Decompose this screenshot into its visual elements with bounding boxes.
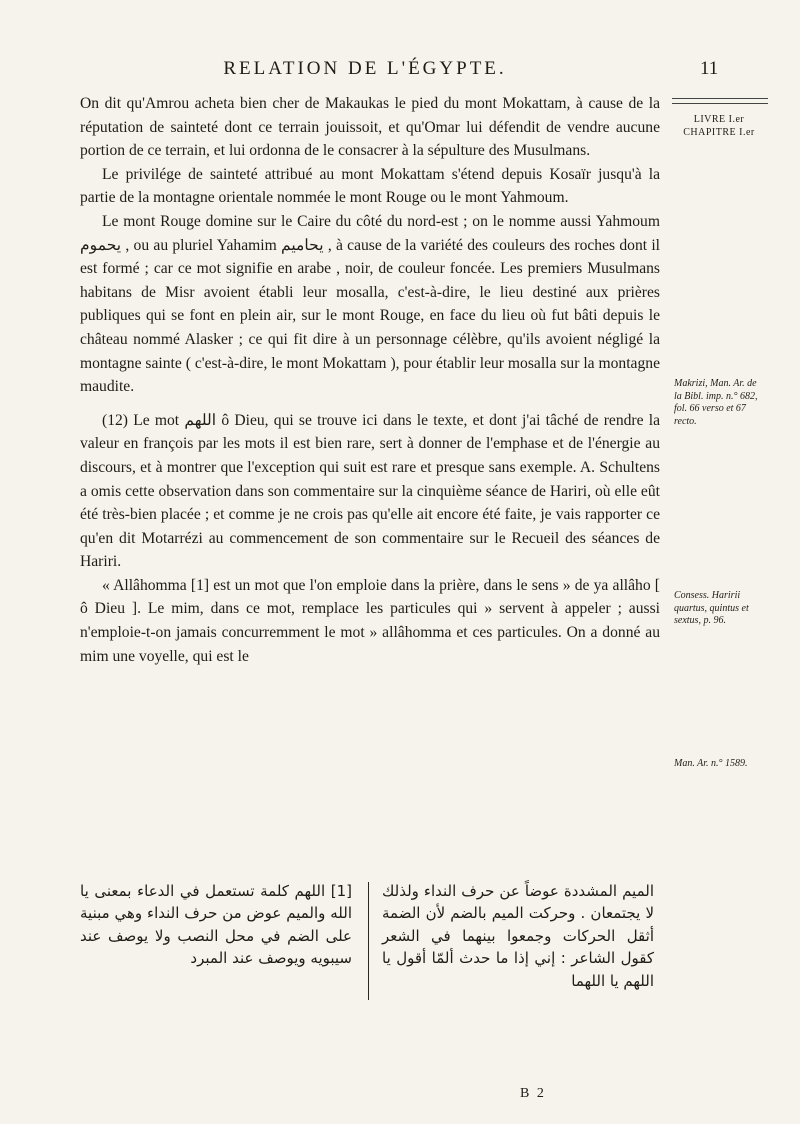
paragraph-mont-rouge: Le mont Rouge domine sur le Caire du côté du nord-est ; on le nomme aussi Yahmoum يحموم , ou au pluriel Yahamim يحاميم , à cause de la variété des couleurs des roches dont il est formé ; car ce mot signifie en arabe , noir, de couleur foncée. Les premiers Musulmans habitans de Misr avoient établi leur mosalla, c'est-à-dire, le lieu destiné aux prières publiques qui se font en plein air, sur le mont Rouge, en face du lieu où fut bâti depuis le château nommé Alasker ; ce qui fit dire à un personnage célèbre, qu'ils avoient négligé la montagne sainte ( c'est-à-dire, le mont Mokattam ), pour établir leur mosalla sur la montagne maudite. [80,212,660,396]
arabic-column-right [382,880,654,992]
paragraph-note-12: (12) Le mot اللهم ô Dieu, qui se trouve ici dans le texte, et dont j'ai tâché de rendre la valeur en françois par les mots il est bien rare, sert à donner de l'emphase et de l'énergie au discours, et à montrer que l'exception qui suit est rare et presque sans exemple. A. Schultens a omis cette observation dans son commentaire sur la cinquième séance de Hariri, où elle eût été très-bien placée ; et comme je ne crois pas qu'elle ait encore été faite, je vais rapporter ce qu'en dit Motarrézi au commencement de son commentaire sur le Recueil des séances de Hariri. [80,411,660,571]
paragraph-quotation: « Allâhomma [1] est un mot que l'on emploie dans la prière, dans le sens » de ya allâho [ ô Dieu ]. Le mim, dans ce mot, remplace les particules qui » servent à appeler ; aussi n'emploie-t-on jamais concurremment le mot » allâhomma et ces particules. On a donné au mim une voyelle, qui est le [80,576,660,665]
arabic-text-right: الميم المشددة عوضاً عن حرف النداء ولذلك لا يجتمعان . وحركت الميم بالضم لأن الضمة أثقل الحركات وجمعوا بينهما في الشعر كقول الشاعر : إني إذا ما حدث ألمّا أقول يا اللهم يا اللهما [382,882,654,990]
margin-note-makrizi: Makrizi, Man. Ar. de la Bibl. imp. n.° 682, fol. 66 verso et 67 recto. [674,378,758,427]
paragraph-privilege: Le privilége de sainteté attribué au mont Mokattam s'étend depuis Kosaïr jusqu'à la partie de la montagne orientale nommée le mont Rouge ou le mont Yahmoum. [80,165,660,207]
arabic-text-left: [1] اللهم كلمة تستعمل في الدعاء بمعنى يا الله والميم عوض من حرف النداء وهي مبنية على الضم في محل النصب ولا يوصف عند سيبويه ويوصف عند المبرد [80,882,352,968]
margin-rule [672,98,768,104]
page-number: 11 [700,58,719,79]
book-label: LIVRE I.er [693,114,745,125]
chapter-label: CHAPITRE I.er [683,126,755,138]
paragraph-amrou: On dit qu'Amrou acheta bien cher de Makaukas le pied du mont Mokattam, à cause de la réputation de sainteté dont ce terrain jouissoit, et qu'Omar lui défendit de vendre aucune portion de ce terrain, et lui ordonna de le consacrer à la sépulture des Musulmans. [80,95,660,160]
margin-book-label [674,114,764,139]
margin-note-manuscript: Man. Ar. n.° 1589. [674,758,748,769]
main-text [80,92,660,668]
arabic-footnotes [80,880,660,1060]
arabic-column-left [80,880,352,970]
running-title: RELATION DE L'ÉGYPTE. [223,58,507,79]
margin-note-consess: Consess. Haririi quartus, quintus et sextus, p. 96. [674,590,749,627]
printer-signature: B 2 [520,1086,546,1101]
column-divider [368,882,369,1000]
